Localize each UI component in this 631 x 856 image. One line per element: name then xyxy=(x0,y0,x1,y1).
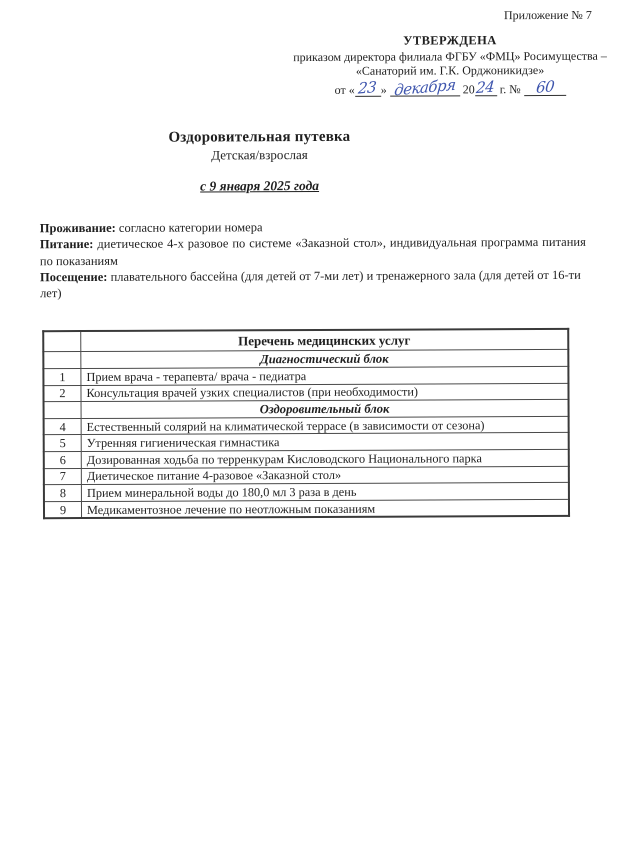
row-number-cell: 7 xyxy=(44,468,82,485)
detail-text: согласно категории номера xyxy=(118,220,263,235)
title-block xyxy=(0,128,520,195)
appendix-label: Приложение № 7 xyxy=(503,7,592,23)
detail-text: плавательного бассейна (для детей от 7-ми лет) и тренажерного зала (для детей от 16-ти лет) xyxy=(40,267,581,301)
month-blank xyxy=(390,75,460,100)
detail-label: Проживание: xyxy=(39,220,116,236)
service-cell: Медикаментозное лечение по неотложным показаниям xyxy=(81,499,569,518)
approval-line-2: «Санаторий им. Г.К. Орджоникидзе» xyxy=(355,62,545,78)
approval-block xyxy=(282,33,618,108)
date-year-prefix: 20 xyxy=(462,82,475,97)
detail-label: Посещение: xyxy=(39,269,108,285)
order-number-blank xyxy=(524,77,566,97)
section-title-cell: Оздоровительный блок xyxy=(81,400,569,419)
row-number-cell: 1 xyxy=(43,369,81,386)
date-year-suffix: г. № xyxy=(499,82,521,97)
services-table xyxy=(42,328,570,519)
approval-line-1: приказом директора филиала ФГБУ «ФМЦ» Росимущества – xyxy=(293,48,607,65)
service-cell: Утренняя гигиеническая гимнастика xyxy=(81,433,569,452)
service-cell: Прием минеральной воды до 180,0 мл 3 раза в день xyxy=(81,483,569,502)
service-cell: Естественный солярий на климатической террасе (в зависимости от сезона) xyxy=(81,416,569,435)
service-cell: Дозированная ходьба по терренкурам Кисловодского Национального парка xyxy=(81,449,569,468)
service-cell: Прием врача - терапевта/ врача - педиатра xyxy=(81,366,569,385)
approval-title: УТВЕРЖДЕНА xyxy=(403,33,497,48)
date-prefix: от « xyxy=(334,82,355,97)
handwritten-month: декабря xyxy=(393,75,457,100)
detail-label: Питание: xyxy=(39,237,94,252)
row-number-cell: 8 xyxy=(44,485,82,502)
section-title-cell: Диагностический блок xyxy=(81,350,569,369)
handwritten-day: 23 xyxy=(357,77,378,98)
year-blank xyxy=(475,77,497,98)
row-number-cell xyxy=(43,352,81,369)
start-date: с 9 января 2025 года xyxy=(200,177,320,194)
row-number-cell xyxy=(44,402,82,419)
detail-meals xyxy=(40,234,586,269)
handwritten-year: 24 xyxy=(475,77,496,98)
row-number-cell: 6 xyxy=(44,452,82,469)
day-blank xyxy=(355,77,381,98)
service-cell: Диетическое питание 4-разовое «Заказной стол» xyxy=(81,466,569,485)
date-after-day: » xyxy=(380,82,387,97)
row-number-cell: 5 xyxy=(44,435,82,452)
row-number-cell: 9 xyxy=(44,501,82,518)
document-title: Оздоровительная путевка xyxy=(168,128,351,146)
document-subtitle: Детская/взрослая xyxy=(211,147,308,163)
detail-text: диетическое 4-х разовое по системе «Заказной стол», индивидуальная программа питания по показаниям xyxy=(39,235,586,268)
service-cell: Консультация врачей узких специалистов (при необходимости) xyxy=(81,383,569,402)
handwritten-order-number: 60 xyxy=(534,77,555,97)
row-number-cell: 4 xyxy=(44,418,82,435)
row-number-cell xyxy=(43,332,81,353)
detail-visits xyxy=(40,267,586,302)
table-row xyxy=(44,499,569,518)
row-number-cell: 2 xyxy=(43,385,81,402)
table-title-cell: Перечень медицинских услуг xyxy=(81,329,569,352)
approval-date-line xyxy=(282,75,618,108)
details-block xyxy=(40,218,586,302)
table-header-row xyxy=(43,329,568,352)
